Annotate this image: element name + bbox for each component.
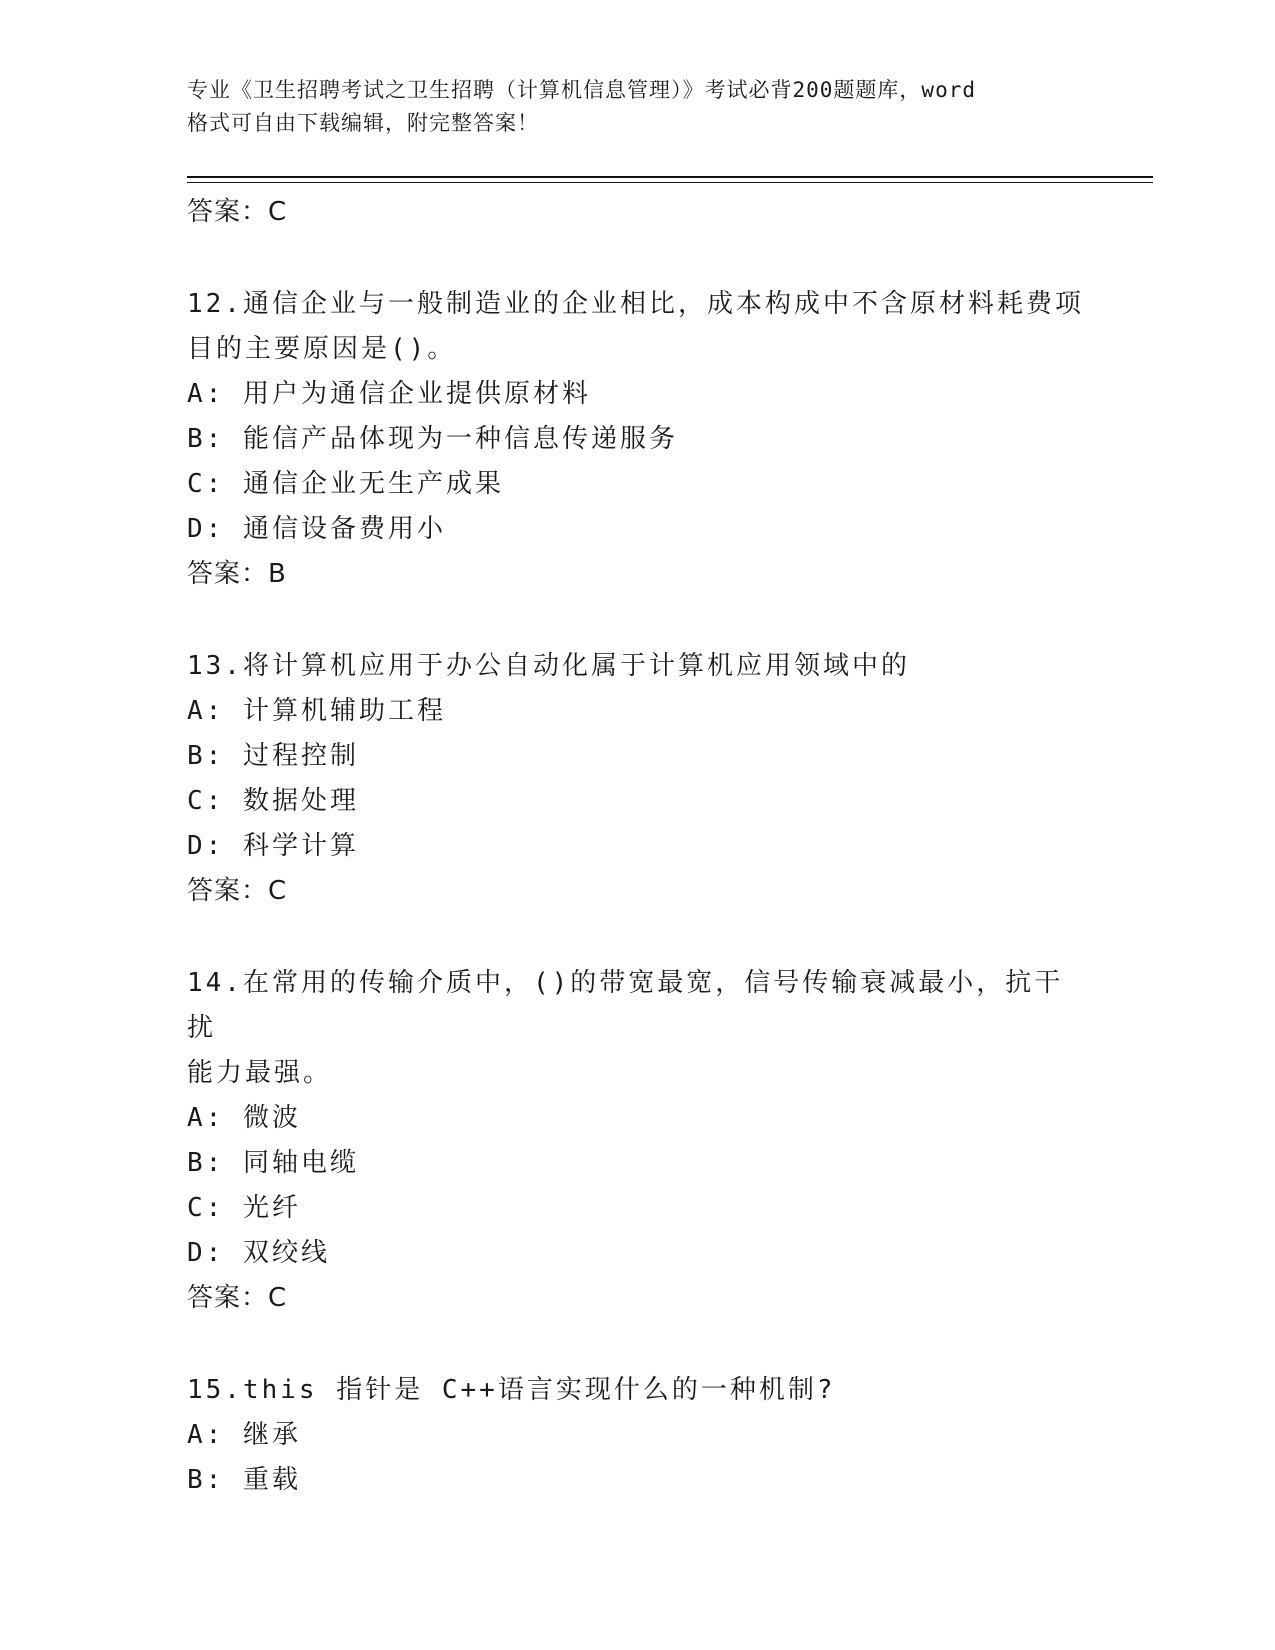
answer-line: 答案：C [187,1283,288,1313]
question-line: 12.通信企业与一般制造业的企业相比，成本构成中不含原材料耗费项 [187,289,1084,319]
answer-line: 答案：B [187,559,287,589]
option-key: D: [187,831,225,861]
option-text: 通信企业无生产成果 [242,469,504,499]
option-key: B: [187,1465,225,1495]
question-text [187,1368,1087,1413]
question-line: 13.将计算机应用于办公自动化属于计算机应用领域中的 [187,651,910,681]
question-line: 能力最强。 [187,1058,333,1088]
spacer [187,913,1087,961]
option-key: C: [187,786,225,816]
option-c [187,462,1087,507]
question-text [187,644,1087,689]
question-line: 15.this 指针是 C++语言实现什么的一种机制? [187,1375,836,1405]
option-key: B: [187,741,225,771]
option-b [187,1141,1087,1186]
document-header [187,74,1087,140]
document-content [187,190,1087,1503]
option-b [187,417,1087,462]
option-c [187,1186,1087,1231]
option-key: C: [187,469,225,499]
spacer [187,596,1087,644]
question-text [187,961,1087,1096]
option-key: D: [187,1238,225,1268]
option-text: 用户为通信企业提供原材料 [242,379,591,409]
option-d [187,824,1087,869]
option-text: 通信设备费用小 [242,514,446,544]
option-a [187,689,1087,734]
option-b [187,734,1087,779]
spacer [187,234,1087,282]
header-line-1: 专业《卫生招聘考试之卫生招聘（计算机信息管理）》考试必背200题题库，word [187,78,976,102]
option-a [187,372,1087,417]
header-rule-thick [187,176,1153,178]
question-block-14 [187,961,1087,1320]
option-key: B: [187,1148,225,1178]
option-text: 过程控制 [242,741,359,771]
option-key: A: [187,1103,225,1133]
option-text: 数据处理 [242,786,359,816]
option-key: C: [187,1193,225,1223]
option-a [187,1413,1087,1458]
option-text: 计算机辅助工程 [242,696,446,726]
option-text: 光纤 [242,1193,301,1223]
option-a [187,1096,1087,1141]
option-text: 科学计算 [242,831,359,861]
option-text: 同轴电缆 [242,1148,359,1178]
option-text: 能信产品体现为一种信息传递服务 [242,424,678,454]
option-d [187,507,1087,552]
option-key: A: [187,379,225,409]
option-key: A: [187,1420,225,1450]
question-block-12 [187,282,1087,596]
question-block-13 [187,644,1087,913]
option-key: A: [187,696,225,726]
option-d [187,1231,1087,1276]
spacer [187,1320,1087,1368]
question-block-15 [187,1368,1087,1503]
answer-line: 答案：C [187,197,288,227]
question-line: 14.在常用的传输介质中，()的带宽最宽，信号传输衰减最小，抗干扰 [187,968,1064,1043]
question-text [187,282,1087,372]
header-line-2: 格式可自由下载编辑，附完整答案！ [187,111,539,135]
option-b [187,1458,1087,1503]
option-c [187,779,1087,824]
option-text: 微波 [242,1103,301,1133]
option-text: 继承 [242,1420,301,1450]
option-text: 双绞线 [242,1238,330,1268]
answer-line: 答案：C [187,876,288,906]
option-text: 重载 [242,1465,301,1495]
option-key: B: [187,424,225,454]
header-rule-thin [187,182,1153,183]
question-line: 目的主要原因是()。 [187,334,457,364]
option-key: D: [187,514,225,544]
